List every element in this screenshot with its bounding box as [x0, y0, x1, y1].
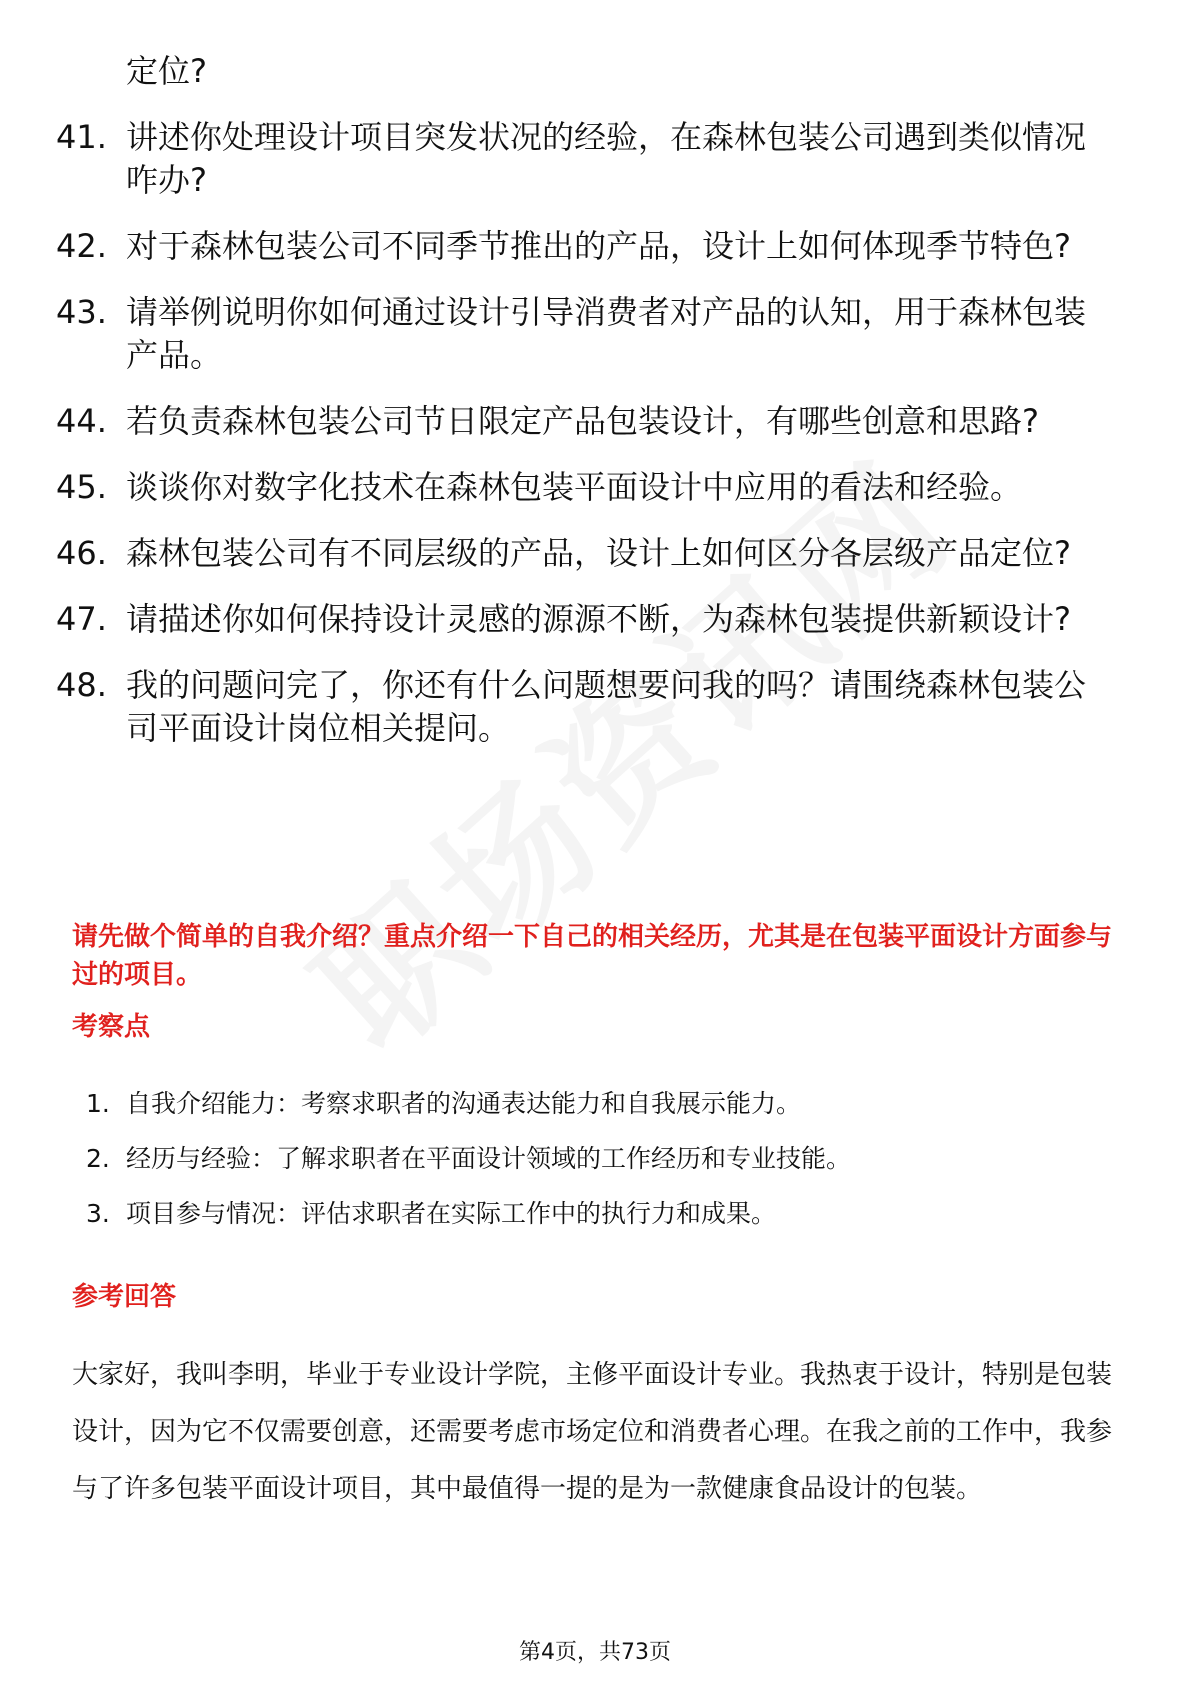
question-list — [56, 50, 1116, 773]
question-item — [56, 291, 1116, 377]
question-text: 我的问题问完了，你还有什么问题想要问我的吗？请围绕森林包装公司平面设计岗位相关提问。 — [126, 666, 1087, 747]
question-item — [56, 598, 1116, 641]
assessment-point — [86, 1086, 1086, 1122]
page-footer: 第4页，共73页 — [519, 1640, 671, 1665]
question-item — [56, 116, 1116, 202]
question-text: 谈谈你对数字化技术在森林包装平面设计中应用的看法和经验。 — [126, 468, 1023, 506]
assessment-points — [86, 1086, 1086, 1251]
question-number: 46. — [56, 534, 107, 572]
question-text: 讲述你处理设计项目突发状况的经验，在森林包装公司遇到类似情况咋办? — [126, 118, 1087, 199]
question-number: 44. — [56, 402, 107, 440]
question-number: 48. — [56, 666, 107, 704]
reference-heading: 参考回答 — [72, 1282, 177, 1312]
question-number: 41. — [56, 118, 107, 156]
assessment-point — [86, 1196, 1086, 1232]
featured-question: 请先做个简单的自我介绍？重点介绍一下自己的相关经历，尤其是在包装平面设计方面参与过的项目。 — [72, 922, 1113, 990]
reference-answer: 大家好，我叫李明，毕业于专业设计学院，主修平面设计专业。我热衷于设计，特别是包装设计，因为它不仅需要创意，还需要考虑市场定位和消费者心理。在我之前的工作中，我参与了许多包装平面设计项目，其中最值得一提的是为一款健康食品设计的包装。 — [72, 1360, 1113, 1504]
question-continuation: 定位? — [126, 52, 207, 90]
question-number: 45. — [56, 468, 107, 506]
question-number: 42. — [56, 227, 107, 265]
question-item — [56, 532, 1116, 575]
point-number: 2. — [86, 1144, 110, 1173]
point-text: 经历与经验：了解求职者在平面设计领域的工作经历和专业技能。 — [126, 1144, 852, 1173]
question-text: 请举例说明你如何通过设计引导消费者对产品的认知，用于森林包装产品。 — [126, 293, 1087, 374]
question-text: 对于森林包装公司不同季节推出的产品，设计上如何体现季节特色? — [126, 227, 1071, 265]
question-item — [56, 466, 1116, 509]
assessment-heading: 考察点 — [72, 1012, 151, 1042]
point-text: 项目参与情况：评估求职者在实际工作中的执行力和成果。 — [126, 1199, 777, 1228]
question-text: 请描述你如何保持设计灵感的源源不断，为森林包装提供新颖设计? — [126, 600, 1071, 638]
question-item — [56, 225, 1116, 268]
question-number: 47. — [56, 600, 107, 638]
assessment-point — [86, 1141, 1086, 1177]
point-text: 自我介绍能力：考察求职者的沟通表达能力和自我展示能力。 — [126, 1089, 802, 1118]
point-number: 3. — [86, 1199, 110, 1228]
question-item — [56, 664, 1116, 750]
point-number: 1. — [86, 1089, 110, 1118]
question-text: 若负责森林包装公司节日限定产品包装设计，有哪些创意和思路? — [126, 402, 1039, 440]
question-number: 43. — [56, 293, 107, 331]
question-text: 森林包装公司有不同层级的产品，设计上如何区分各层级产品定位? — [126, 534, 1071, 572]
question-item — [56, 400, 1116, 443]
